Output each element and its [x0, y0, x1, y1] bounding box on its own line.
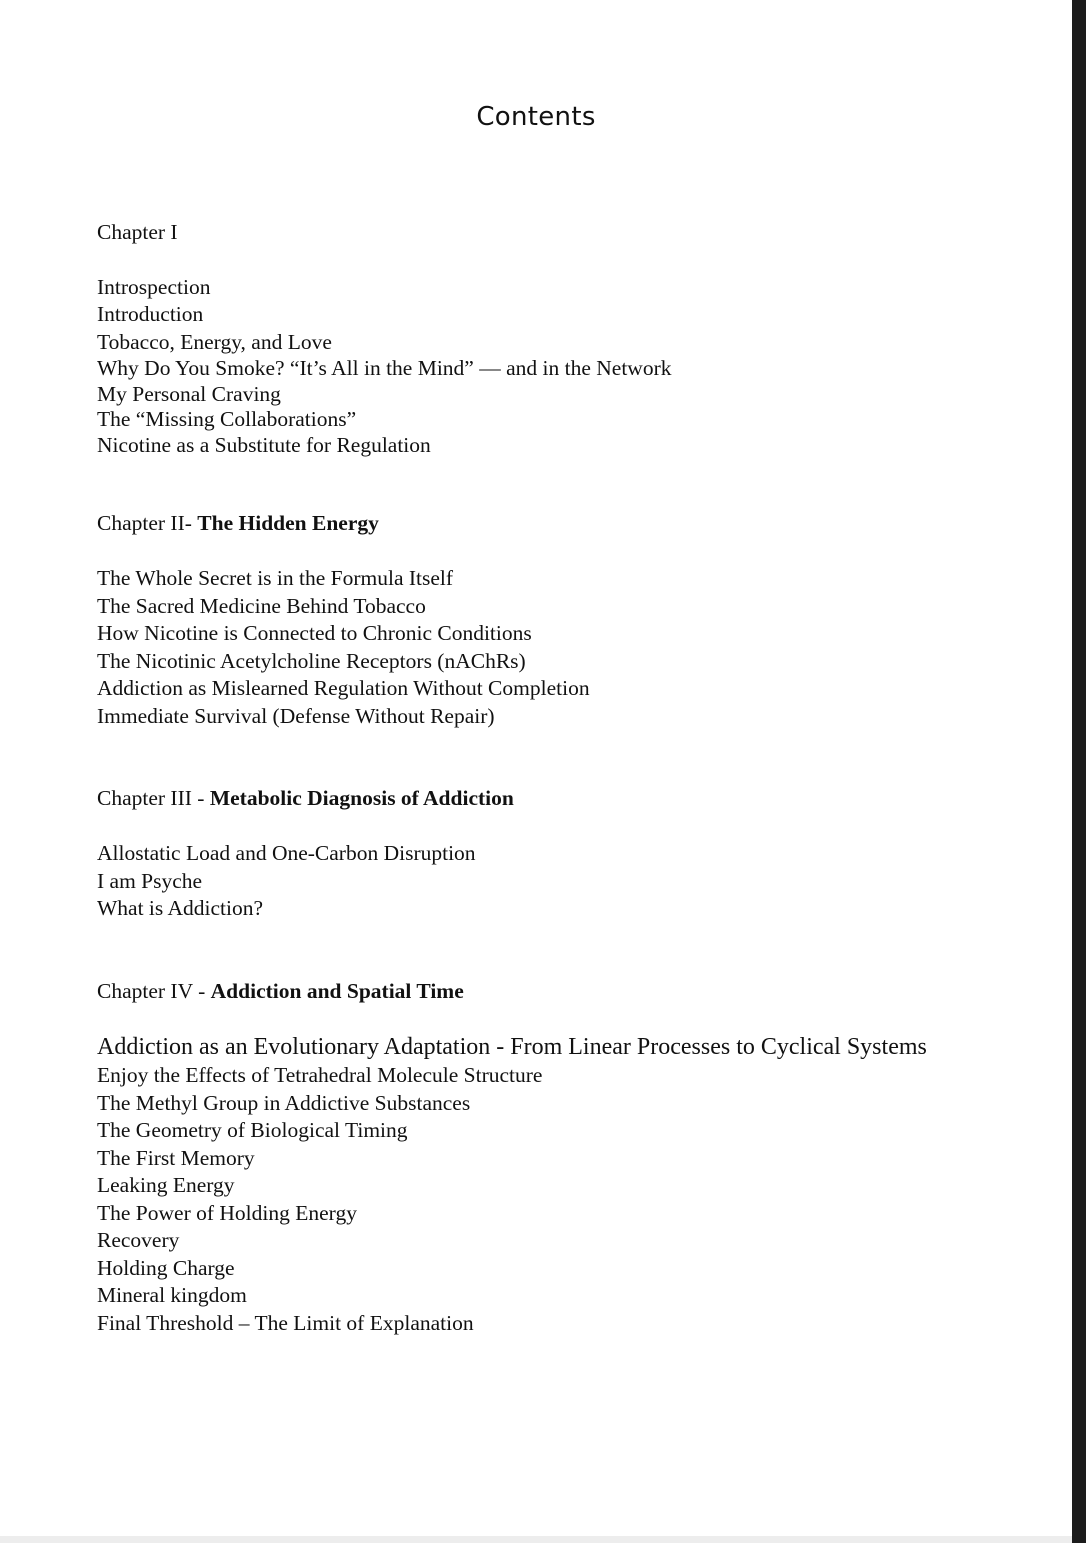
toc-item: Introduction: [97, 302, 204, 326]
toc-item: Tobacco, Energy, and Love: [97, 330, 332, 354]
toc-item: The Whole Secret is in the Formula Itself: [97, 566, 454, 590]
page-title: Contents: [476, 102, 596, 132]
toc-item: Nicotine as a Substitute for Regulation: [97, 433, 431, 457]
toc-item: How Nicotine is Connected to Chronic Conditions: [97, 621, 532, 645]
chapter-2-name: The Hidden Energy: [197, 511, 379, 535]
toc-item: The Power of Holding Energy: [97, 1201, 357, 1225]
chapter-1-prefix: Chapter I: [97, 220, 178, 244]
chapter-3-heading: [97, 788, 514, 810]
toc-item: The Geometry of Biological Timing: [97, 1118, 408, 1142]
toc-item: Why Do You Smoke? “It’s All in the Mind” — and in the Network: [97, 356, 672, 380]
chapter-1-heading: [97, 222, 178, 244]
toc-item: Mineral kingdom: [97, 1283, 247, 1307]
toc-item: What is Addiction?: [97, 896, 263, 920]
toc-item: Recovery: [97, 1228, 180, 1252]
chapter-3-prefix: Chapter III -: [97, 786, 210, 810]
chapter-4-heading: [97, 981, 464, 1003]
toc-item: Final Threshold – The Limit of Explanation: [97, 1311, 474, 1335]
page-bottom-border: [0, 1536, 1072, 1543]
chapter-3-name: Metabolic Diagnosis of Addiction: [209, 786, 514, 810]
toc-item: The Sacred Medicine Behind Tobacco: [97, 594, 426, 618]
toc-item: Holding Charge: [97, 1256, 235, 1280]
toc-item: The Nicotinic Acetylcholine Receptors (nAChRs): [97, 649, 526, 673]
toc-item: The “Missing Collaborations”: [97, 407, 357, 431]
toc-item: Addiction as an Evolutionary Adaptation - From Linear Processes to Cyclical Systems: [97, 1034, 927, 1060]
toc-item: The First Memory: [97, 1146, 255, 1170]
toc-item: Immediate Survival (Defense Without Repair): [97, 704, 495, 728]
toc-item: Introspection: [97, 275, 211, 299]
toc-item: I am Psyche: [97, 869, 203, 893]
page-right-border: [1072, 0, 1086, 1543]
toc-item: Leaking Energy: [97, 1173, 235, 1197]
toc-item: Addiction as Mislearned Regulation Without Completion: [97, 676, 590, 700]
toc-item: The Methyl Group in Addictive Substances: [97, 1091, 471, 1115]
toc-item: Allostatic Load and One-Carbon Disruption: [97, 841, 476, 865]
chapter-2-prefix: Chapter II-: [97, 511, 198, 535]
chapter-4-name: Addiction and Spatial Time: [210, 979, 464, 1003]
toc-item: Enjoy the Effects of Tetrahedral Molecule Structure: [97, 1063, 543, 1087]
chapter-4-prefix: Chapter IV -: [97, 979, 211, 1003]
chapter-2-heading: [97, 513, 379, 535]
toc-item: My Personal Craving: [97, 382, 281, 406]
